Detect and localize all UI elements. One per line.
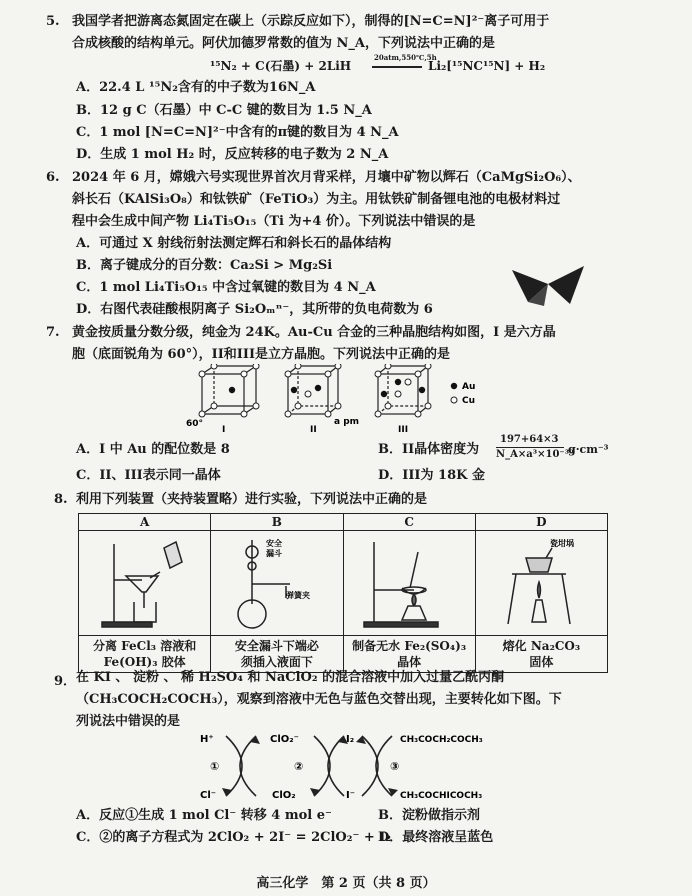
label-funnel: 漏斗 (265, 548, 282, 558)
cycle-step-3: ③ (390, 760, 400, 773)
cycle-clo2-minus: ClO₂⁻ (270, 734, 299, 745)
cycle-h-plus: H⁺ (200, 734, 214, 745)
apparatus-table (78, 513, 608, 673)
q9-option-c: C．②的离子方程式为 2ClO₂ + 2I⁻ = 2ClO₂⁻ + I₂ (76, 830, 392, 845)
q7-option-b-numerator: 197+64×3 (500, 434, 559, 445)
apparatus-b-caption (211, 636, 343, 673)
q5-stem-line2: 合成核酸的结构单元。阿伏加德罗常数的值为 N_A，下列说法中正确的是 (72, 36, 495, 51)
q6-stem-line1: 2024 年 6 月，嫦娥六号实现世界首次月背采样，月壤中矿物以辉石（CaMgSi₂O₆）、 (72, 170, 581, 185)
apparatus-a-cell (79, 531, 211, 636)
q7-option-b-fraction-bar (496, 447, 564, 448)
legend-au-label: Au (462, 382, 476, 392)
caption-d-line2: 固体 (529, 655, 554, 669)
q5-equation-arrow (372, 66, 422, 68)
q7-stem-line2: 胞（底面锐角为 60°），II和III是立方晶胞。下列说法中正确的是 (72, 347, 451, 362)
q7-option-b-prefix: B．II晶体密度为 (378, 442, 480, 457)
q7-option-a: A．I 中 Au 的配位数是 8 (76, 442, 230, 457)
legend-cu-label: Cu (462, 396, 476, 406)
apparatus-c-cell (343, 531, 475, 636)
cycle-step-1: ① (210, 760, 220, 773)
cycle-step-2: ② (294, 760, 304, 773)
cycle-iodo-product: CH₃COCHICOCH₃ (400, 791, 483, 801)
q5-option-c: C．1 mol [N=C=N]²⁻中含有的π键的数目为 4 N_A (76, 125, 399, 140)
q6-option-a: A．可通过 X 射线衍射法测定辉石和斜长石的晶体结构 (76, 236, 392, 251)
apparatus-header-c: C (343, 514, 475, 531)
evaporation-apparatus-figure (344, 532, 474, 632)
q7-number: 7. (46, 325, 60, 340)
caption-d-line1: 熔化 Na₂CO₃ (502, 639, 581, 653)
cell-i-angle-label: 60° (186, 419, 204, 429)
caption-c-line2: 晶体 (397, 655, 422, 669)
cell-ii-label: II (310, 425, 317, 434)
cycle-acetylacetone: CH₃COCH₂COCH₃ (400, 735, 483, 745)
cell-edge-label: a pm (334, 417, 360, 427)
q7-option-d: D．III为 18K 金 (378, 468, 485, 483)
silicate-tetrahedra-figure (508, 262, 588, 308)
q5-option-a: A．22.4 L ¹⁵N₂含有的中子数为16N_A (76, 80, 316, 95)
q9-stem-line2: （CH₃COCH₂COCH₃），观察到溶液中无色与蓝色交替出现，主要转化如下图。下 (76, 692, 562, 707)
filtration-apparatus-figure (80, 532, 210, 632)
apparatus-a-caption (79, 636, 211, 673)
safety-funnel-apparatus-figure (212, 532, 342, 632)
cycle-clo2: ClO₂ (272, 790, 296, 801)
q6-stem-line3: 程中会生成中间产物 Li₄Ti₅O₁₅（Ti 为+4 价）。下列说法中错误的是 (72, 214, 476, 229)
q5-option-d: D．生成 1 mol H₂ 时，反应转移的电子数为 2 N_A (76, 147, 389, 162)
q9-option-b: B．淀粉做指示剂 (378, 808, 480, 823)
q8-stem: 利用下列装置（夹持装置略）进行实验，下列说法中正确的是 (76, 492, 428, 507)
cycle-i-minus: I⁻ (346, 790, 355, 801)
q6-stem-line2: 斜长石（KAlSi₃O₈）和钛铁矿（FeTiO₃）为主。用钛铁矿制备锂电池的电极材料过 (72, 192, 561, 207)
caption-c-line1: 制备无水 Fe₂(SO₄)₃ (352, 639, 467, 653)
fusion-apparatus-figure (476, 532, 606, 632)
q6-option-d: D．右图代表硅酸根阴离子 Si₂Oₘⁿ⁻，其所带的负电荷数为 6 (76, 302, 433, 317)
q5-equation-left: ¹⁵N₂ + C(石墨) + 2LiH (210, 59, 352, 73)
caption-a-line2: Fe(OH)₃ 胶体 (103, 655, 186, 669)
q7-option-b-unit: g·cm⁻³ (568, 443, 609, 456)
cycle-i2: I₂ (346, 734, 355, 745)
cycle-cl-minus: Cl⁻ (200, 790, 217, 801)
caption-b-line2: 须插入液面下 (240, 655, 313, 669)
caption-b-line1: 安全漏斗下端必 (234, 639, 319, 653)
label-safety: 安全 (265, 538, 282, 548)
q5-equation-right: Li₂[¹⁵NC¹⁵N] + H₂ (428, 59, 546, 73)
caption-a-line1: 分离 FeCl₃ 溶液和 (93, 639, 197, 653)
apparatus-b-cell (211, 531, 343, 636)
q7-stem-line1: 黄金按质量分数分级，纯金为 24K。Au-Cu 合金的三种晶胞结构如图，I 是六方晶 (72, 325, 556, 340)
cell-iii-label: III (398, 425, 409, 434)
apparatus-d-caption (475, 636, 607, 673)
q6-option-b: B．离子键成分的百分数：Ca₂Si > Mg₂Si (76, 258, 333, 273)
page-footer: 高三化学 第 2 页（共 8 页） (256, 876, 436, 891)
apparatus-header-d: D (475, 514, 607, 531)
q5-stem-line1: 我国学者把游离态氮固定在碳上（示踪反应如下），制得的[N=C=N]²⁻离子可用于 (72, 14, 550, 29)
label-spring-clip: 弹簧夹 (285, 590, 310, 600)
apparatus-d-cell (475, 531, 607, 636)
reaction-cycle-figure (186, 728, 522, 802)
cell-i-label: I (222, 425, 226, 434)
apparatus-c-caption (343, 636, 475, 673)
q5-equation-condition: 20atm,550℃,5h (374, 53, 437, 62)
q7-option-c: C．II、III表示同一晶体 (76, 468, 221, 483)
apparatus-header-b: B (211, 514, 343, 531)
label-porcelain-crucible: 瓷坩埚 (550, 538, 575, 548)
q7-option-b-denominator: N_A×a³×10⁻³⁰ (496, 449, 574, 460)
apparatus-header-a: A (79, 514, 211, 531)
q9-stem-line1: 在 KI 、 淀粉 、 稀 H₂SO₄ 和 NaClO₂ 的混合溶液中加入过量乙酰丙酮 (76, 670, 505, 685)
unit-cell-figure (184, 364, 524, 434)
q8-number: 8. (54, 492, 68, 507)
q5-number: 5. (46, 14, 60, 29)
q9-number: 9． (54, 674, 77, 689)
q5-option-b: B．12 g C（石墨）中 C-C 键的数目为 1.5 N_A (76, 103, 372, 118)
q6-number: 6. (46, 170, 60, 185)
q6-option-c: C．1 mol Li₄Ti₅O₁₅ 中含过氧键的数目为 4 N_A (76, 280, 376, 295)
q9-stem-line3: 列说法中错误的是 (76, 714, 181, 729)
q9-option-d: D．最终溶液呈蓝色 (378, 830, 494, 845)
q9-option-a: A．反应①生成 1 mol Cl⁻ 转移 4 mol e⁻ (76, 808, 332, 823)
